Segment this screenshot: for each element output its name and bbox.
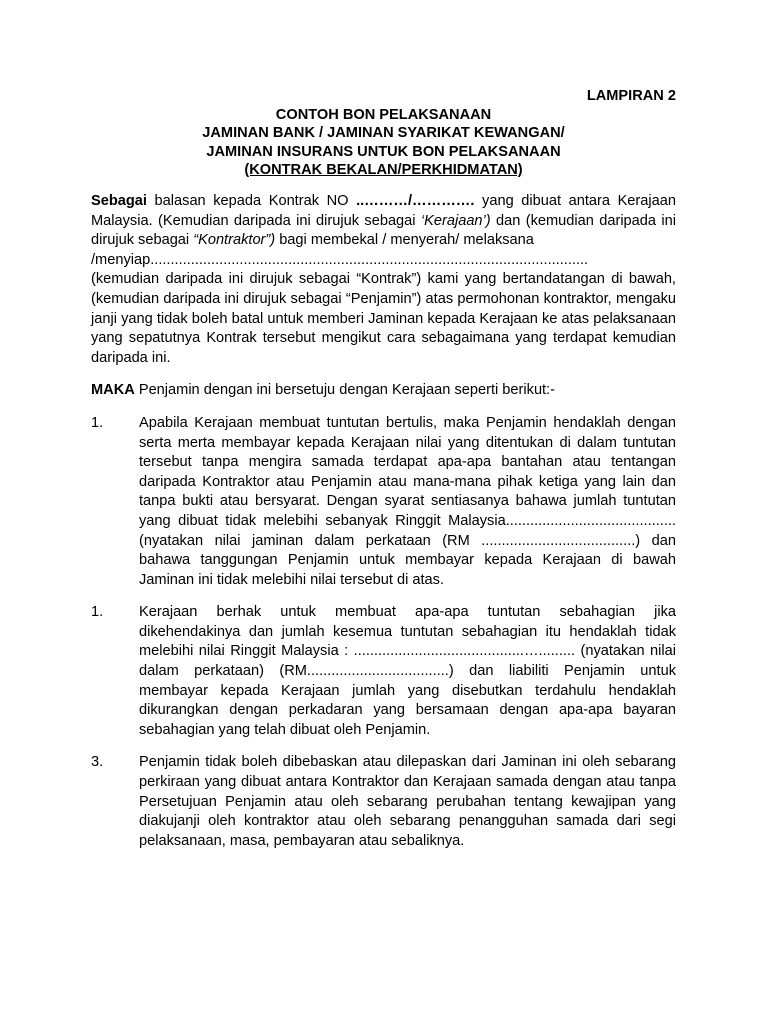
document-titles	[91, 106, 676, 179]
title-line-3: JAMINAN INSURANS UNTUK BON PELAKSANAAN	[206, 143, 561, 160]
clause-number: 1.	[91, 414, 104, 431]
intro-lead-word: Sebagai	[91, 193, 147, 209]
intro-part-4: bagi membekal / menyerah/ melaksana	[275, 232, 534, 249]
title-line-2: JAMINAN BANK / JAMINAN SYARIKAT KEWANGAN/	[202, 125, 565, 142]
clause-number: 3.	[91, 754, 104, 771]
clause-item	[91, 603, 676, 740]
clause-text: Apabila Kerajaan membuat tuntutan bertulis, maka Penjamin hendaklah dengan serta merta membayar kepada Kerajaan nilai yang ditentukan di dalam tuntutan tersebut tanpa mengira samada terdapat apa-apa bantahan atau tentangan daripada Kontraktor atau Penjamin atau mana-mana pihak ketiga yang lain dan tanpa bukti atau bersyarat. Dengan syarat sentiasanya bahawa jumlah tuntutan yang dibuat tidak melebihi sebanyak Ringgit Malaysia.......................................... (nyatakan nilai jaminan dalam perkataan (RM ......................................) dan bahawa tanggungan Penjamin untuk membayar kepada Kerajaan di bawah Jaminan ini tidak melebihi nilai tersebut di atas.	[139, 414, 676, 588]
intro-part-3: dan (kemudian daripada ini dirujuk sebagai	[91, 212, 676, 249]
appendix-label: LAMPIRAN 2	[586, 88, 676, 104]
title-line-4: (KONTRAK BEKALAN/PERKHIDMATAN)	[244, 161, 523, 178]
maka-paragraph	[91, 381, 676, 401]
contract-number-blank: ..………/………….	[356, 193, 475, 209]
clause-text: Kerajaan berhak untuk membuat apa-apa tuntutan sebahagian jika dikehendakinya dan jumlah kesemua tuntutan sebahagian itu hendaklah tidak melebihi nilai Ringgit Malaysia : ..........................................…......... (nyatakan nilai dalam perkataan) (RM...................................) dan liabiliti Penjamin untuk membayar kepada Kerajaan jumlah yang disebutkan terdahulu hendaklah dikurangkan dengan perkadaran yang bersamaan dengan apa-apa bayaran sebahagian yang telah dibuat oleh Penjamin.	[139, 604, 676, 738]
kontraktor-term: “Kontraktor”)	[193, 232, 276, 249]
intro-part-2: yang dibuat antara Kerajaan Malaysia. (Kemudian daripada ini dirujuk sebagai	[91, 193, 676, 229]
clause-number: 1.	[91, 604, 104, 621]
menyiap-line: /menyiap............................................................................................................	[91, 251, 589, 268]
clause-item	[91, 414, 676, 590]
maka-lead-word: MAKA	[91, 382, 135, 399]
intro-paragraph	[91, 192, 676, 368]
title-line-1: CONTOH BON PELAKSANAAN	[275, 107, 492, 123]
maka-text: Penjamin dengan ini bersetuju dengan Kerajaan seperti berikut:-	[134, 382, 556, 399]
kerajaan-term: ‘Kerajaan’)	[420, 212, 491, 229]
intro-part-5: (kemudian daripada ini dirujuk sebagai “Kontrak”) kami yang bertandatangan di bawah, (kemudian daripada ini dirujuk sebagai “Penjamin”) atas permohonan kontraktor, mengaku janji yang tidak boleh batal untuk memberi Jaminan kepada Kerajaan ke atas pelaksanaan yang sepatutnya Kontrak tersebut mengikut cara sebagaimana yang terdapat kemudian daripada ini.	[91, 271, 676, 366]
clause-text: Penjamin tidak boleh dibebaskan atau dilepaskan dari Jaminan ini oleh sebarang perkiraan yang dibuat antara Kontraktor dan Kerajaan samada dengan atau tanpa Persetujuan Penjamin atau oleh sebarang perubahan tentang kewajipan yang diakujanji oleh kontraktor atau oleh sebarang penangguhan samada dari segi pelaksanaan, masa, pembayaran atau sebaliknya.	[139, 754, 676, 849]
document-body	[91, 192, 676, 851]
clause-item	[91, 753, 676, 851]
intro-part-1: balasan kepada Kontrak NO	[146, 193, 357, 209]
